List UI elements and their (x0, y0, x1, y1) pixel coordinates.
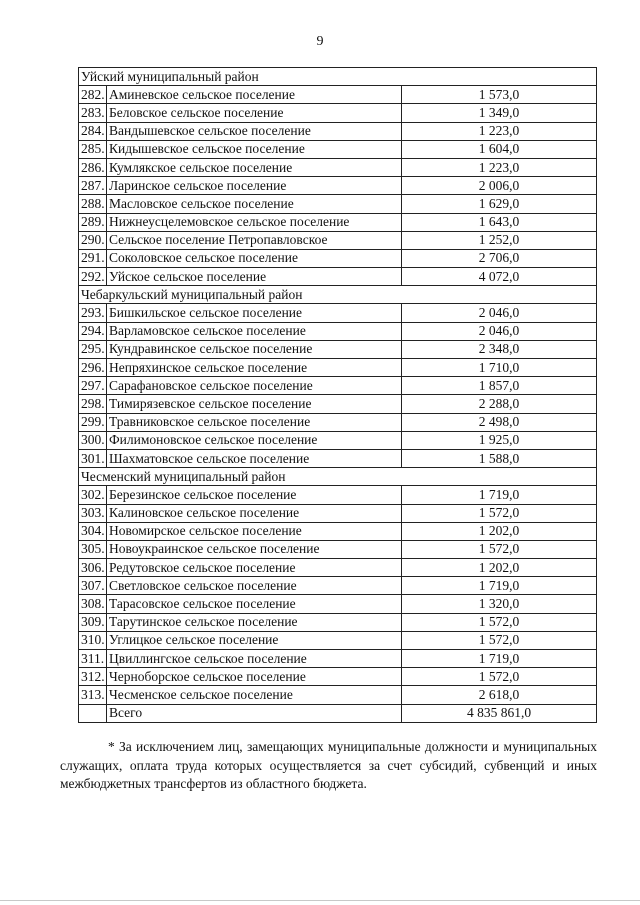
total-value: 4 835 861,0 (402, 704, 597, 722)
row-number: 294. (79, 322, 107, 340)
amount-value: 1 572,0 (402, 540, 597, 558)
row-number: 299. (79, 413, 107, 431)
settlement-name: Беловское сельское поселение (107, 104, 402, 122)
district-header-row (79, 286, 597, 304)
amount-value: 4 072,0 (402, 268, 597, 286)
table-row (79, 122, 597, 140)
table-row (79, 395, 597, 413)
table-row (79, 304, 597, 322)
table-row (79, 268, 597, 286)
row-number: 285. (79, 140, 107, 158)
table-row (79, 340, 597, 358)
settlement-name: Филимоновское сельское поселение (107, 431, 402, 449)
table-row (79, 195, 597, 213)
settlement-name: Кидышевское сельское поселение (107, 140, 402, 158)
settlement-name: Сарафановское сельское поселение (107, 377, 402, 395)
amount-value: 1 572,0 (402, 668, 597, 686)
settlement-name: Уйское сельское поселение (107, 268, 402, 286)
row-number: 295. (79, 340, 107, 358)
amount-value: 1 719,0 (402, 577, 597, 595)
amount-value: 1 588,0 (402, 449, 597, 467)
row-number: 307. (79, 577, 107, 595)
table-row (79, 577, 597, 595)
amount-value: 1 719,0 (402, 486, 597, 504)
row-number: 306. (79, 559, 107, 577)
district-header-row (79, 68, 597, 86)
table-row (79, 686, 597, 704)
settlement-name: Вандышевское сельское поселение (107, 122, 402, 140)
settlement-name: Непряхинское сельское поселение (107, 359, 402, 377)
row-number: 302. (79, 486, 107, 504)
page-number: 9 (316, 34, 324, 49)
table-row (79, 86, 597, 104)
settlement-name: Ларинское сельское поселение (107, 177, 402, 195)
settlement-name: Варламовское сельское поселение (107, 322, 402, 340)
settlement-name: Новоукраинское сельское поселение (107, 540, 402, 558)
row-number: 284. (79, 122, 107, 140)
settlement-name: Травниковское сельское поселение (107, 413, 402, 431)
table-row (79, 431, 597, 449)
row-number: 311. (79, 650, 107, 668)
amount-value: 1 572,0 (402, 613, 597, 631)
row-number: 297. (79, 377, 107, 395)
table-row (79, 613, 597, 631)
row-number: 304. (79, 522, 107, 540)
settlement-name: Светловское сельское поселение (107, 577, 402, 595)
table-row (79, 231, 597, 249)
district-name: Чесменский муниципальный район (79, 468, 597, 486)
settlement-name: Березинское сельское поселение (107, 486, 402, 504)
settlement-name: Углицкое сельское поселение (107, 631, 402, 649)
table-row (79, 668, 597, 686)
district-name: Чебаркульский муниципальный район (79, 286, 597, 304)
settlement-name: Новомирское сельское поселение (107, 522, 402, 540)
page-bottom-edge (0, 900, 640, 901)
row-number: 301. (79, 449, 107, 467)
row-number: 296. (79, 359, 107, 377)
settlement-name: Бишкильское сельское поселение (107, 304, 402, 322)
amount-value: 2 706,0 (402, 249, 597, 267)
amount-value: 1 320,0 (402, 595, 597, 613)
row-number: 287. (79, 177, 107, 195)
row-number: 310. (79, 631, 107, 649)
row-number: 300. (79, 431, 107, 449)
row-number: 308. (79, 595, 107, 613)
settlement-name: Тарасовское сельское поселение (107, 595, 402, 613)
table-row (79, 504, 597, 522)
total-label: Всего (107, 704, 402, 722)
amount-value: 1 710,0 (402, 359, 597, 377)
total-number-cell (79, 704, 107, 722)
amount-value: 1 719,0 (402, 650, 597, 668)
table-row (79, 140, 597, 158)
row-number: 305. (79, 540, 107, 558)
settlement-name: Аминевское сельское поселение (107, 86, 402, 104)
settlement-name: Калиновское сельское поселение (107, 504, 402, 522)
row-number: 303. (79, 504, 107, 522)
amount-value: 1 925,0 (402, 431, 597, 449)
row-number: 283. (79, 104, 107, 122)
settlement-name: Чесменское сельское поселение (107, 686, 402, 704)
amount-value: 1 223,0 (402, 158, 597, 176)
settlement-name: Черноборское сельское поселение (107, 668, 402, 686)
table-row (79, 322, 597, 340)
amount-value: 1 349,0 (402, 104, 597, 122)
total-row (79, 704, 597, 722)
table-row (79, 595, 597, 613)
table-row (79, 540, 597, 558)
row-number: 309. (79, 613, 107, 631)
table-row (79, 104, 597, 122)
amount-value: 1 573,0 (402, 86, 597, 104)
row-number: 286. (79, 158, 107, 176)
table-row (79, 158, 597, 176)
row-number: 290. (79, 231, 107, 249)
amount-value: 1 572,0 (402, 631, 597, 649)
allocation-table (78, 67, 597, 723)
table-row (79, 177, 597, 195)
amount-value: 2 006,0 (402, 177, 597, 195)
amount-value: 2 046,0 (402, 322, 597, 340)
table-body (79, 68, 597, 723)
amount-value: 2 348,0 (402, 340, 597, 358)
settlement-name: Масловское сельское поселение (107, 195, 402, 213)
table-row (79, 486, 597, 504)
settlement-name: Нижнеусцелемовское сельское поселение (107, 213, 402, 231)
amount-value: 1 252,0 (402, 231, 597, 249)
amount-value: 1 223,0 (402, 122, 597, 140)
amount-value: 2 046,0 (402, 304, 597, 322)
amount-value: 2 288,0 (402, 395, 597, 413)
settlement-name: Кумлякское сельское поселение (107, 158, 402, 176)
settlement-name: Шахматовское сельское поселение (107, 449, 402, 467)
row-number: 289. (79, 213, 107, 231)
row-number: 293. (79, 304, 107, 322)
district-name: Уйский муниципальный район (79, 68, 597, 86)
district-header-row (79, 468, 597, 486)
table-row (79, 213, 597, 231)
footnote-text: * За исключением лиц, замещающих муниципальные должности и муниципальных служащих, оплата труда которых осуществляется за счет субсидий, субвенций и иных межбюджетных трансфертов из областного бюджета. (60, 739, 597, 791)
table-row (79, 249, 597, 267)
amount-value: 1 857,0 (402, 377, 597, 395)
amount-value: 1 202,0 (402, 559, 597, 577)
row-number: 292. (79, 268, 107, 286)
table-row (79, 559, 597, 577)
row-number: 313. (79, 686, 107, 704)
amount-value: 1 629,0 (402, 195, 597, 213)
footnote (60, 738, 597, 794)
table-row (79, 449, 597, 467)
settlement-name: Редутовское сельское поселение (107, 559, 402, 577)
settlement-name: Сельское поселение Петропавловское (107, 231, 402, 249)
amount-value: 1 202,0 (402, 522, 597, 540)
table-row (79, 377, 597, 395)
settlement-name: Соколовское сельское поселение (107, 249, 402, 267)
row-number: 291. (79, 249, 107, 267)
table-row (79, 522, 597, 540)
settlement-name: Кундравинское сельское поселение (107, 340, 402, 358)
table-row (79, 650, 597, 668)
amount-value: 1 643,0 (402, 213, 597, 231)
table-row (79, 359, 597, 377)
table-row (79, 413, 597, 431)
settlement-name: Цвиллингское сельское поселение (107, 650, 402, 668)
settlement-name: Тарутинское сельское поселение (107, 613, 402, 631)
row-number: 288. (79, 195, 107, 213)
amount-value: 2 618,0 (402, 686, 597, 704)
amount-value: 2 498,0 (402, 413, 597, 431)
amount-value: 1 604,0 (402, 140, 597, 158)
row-number: 312. (79, 668, 107, 686)
settlement-name: Тимирязевское сельское поселение (107, 395, 402, 413)
table-row (79, 631, 597, 649)
row-number: 298. (79, 395, 107, 413)
amount-value: 1 572,0 (402, 504, 597, 522)
row-number: 282. (79, 86, 107, 104)
